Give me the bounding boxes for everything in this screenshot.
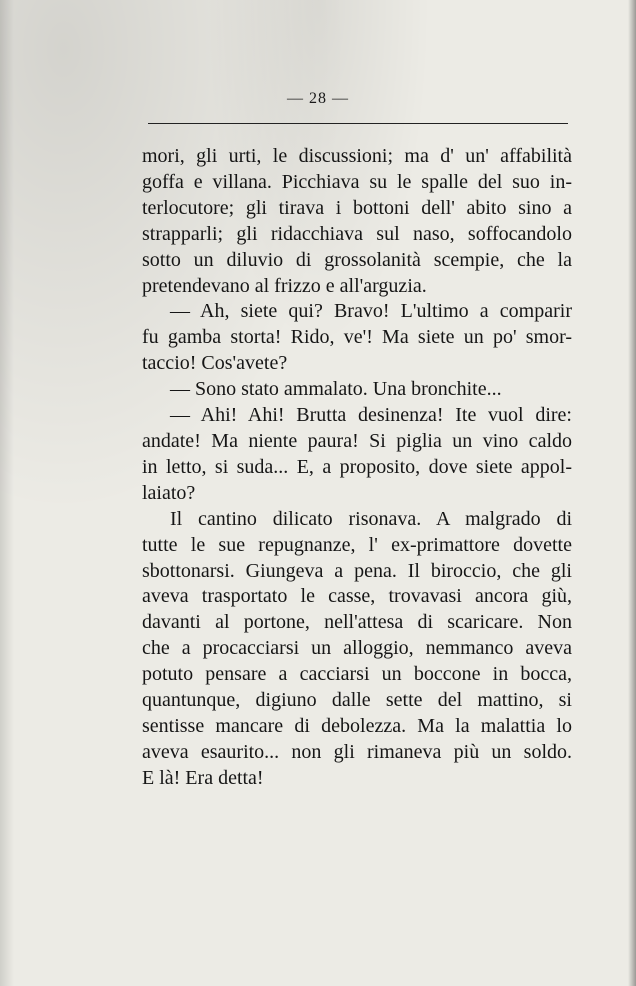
header-rule: [148, 123, 568, 124]
text-line: fu gamba storta! Rido, ve'! Ma siete un po' smor-: [142, 326, 572, 349]
text-line: strapparli; gli ridacchiava sul naso, soffocandolo: [142, 222, 572, 245]
text-line: aveva esaurito... non gli rimaneva più un soldo.: [142, 740, 572, 763]
text-line: E là! Era detta!: [142, 766, 264, 789]
text-line: taccio! Cos'avete?: [142, 352, 288, 375]
text-line: sentisse mancare di debolezza. Ma la malattia lo: [142, 714, 572, 737]
text-line: pretendevano al frizzo e all'arguzia.: [142, 274, 427, 297]
text-line: — Sono stato ammalato. Una bronchite...: [170, 378, 502, 401]
text-line: davanti al portone, nell'attesa di scaricare. Non: [142, 611, 572, 634]
text-line: sotto un diluvio di grossolanità scempie, che la: [142, 248, 572, 271]
text-line: Il cantino dilicato risonava. A malgrado di: [170, 507, 572, 530]
text-line: quantunque, digiuno dalle sette del mattino, si: [142, 689, 572, 712]
text-line: sbottonarsi. Giungeva a pena. Il biroccio, che gli: [142, 559, 572, 582]
text-line: aveva trasportato le casse, trovavasi ancora giù,: [142, 585, 572, 608]
text-line: tutte le sue repugnanze, l' ex-primattore dovette: [142, 533, 572, 556]
text-line: terlocutore; gli tirava i bottoni dell' abito sino a: [142, 196, 572, 219]
text-line: laiato?: [142, 481, 196, 504]
text-line: — Ah, siete qui? Bravo! L'ultimo a comparir: [170, 300, 572, 323]
body-text: [142, 144, 572, 792]
text-line: — Ahi! Ahi! Brutta desinenza! Ite vuol dire:: [170, 404, 572, 427]
text-line: in letto, si suda... E, a proposito, dove siete appol-: [142, 455, 572, 478]
text-line: andate! Ma niente paura! Si piglia un vino caldo: [142, 429, 572, 452]
text-line: goffa e villana. Picchiava su le spalle del suo in-: [142, 170, 572, 193]
text-line: mori, gli urti, le discussioni; ma d' un' affabilità: [142, 145, 572, 167]
page-number: — 28 —: [287, 90, 349, 107]
text-line: che a procacciarsi un alloggio, nemmanco aveva: [142, 637, 572, 660]
text-line: potuto pensare a cacciarsi un boccone in bocca,: [142, 663, 572, 686]
